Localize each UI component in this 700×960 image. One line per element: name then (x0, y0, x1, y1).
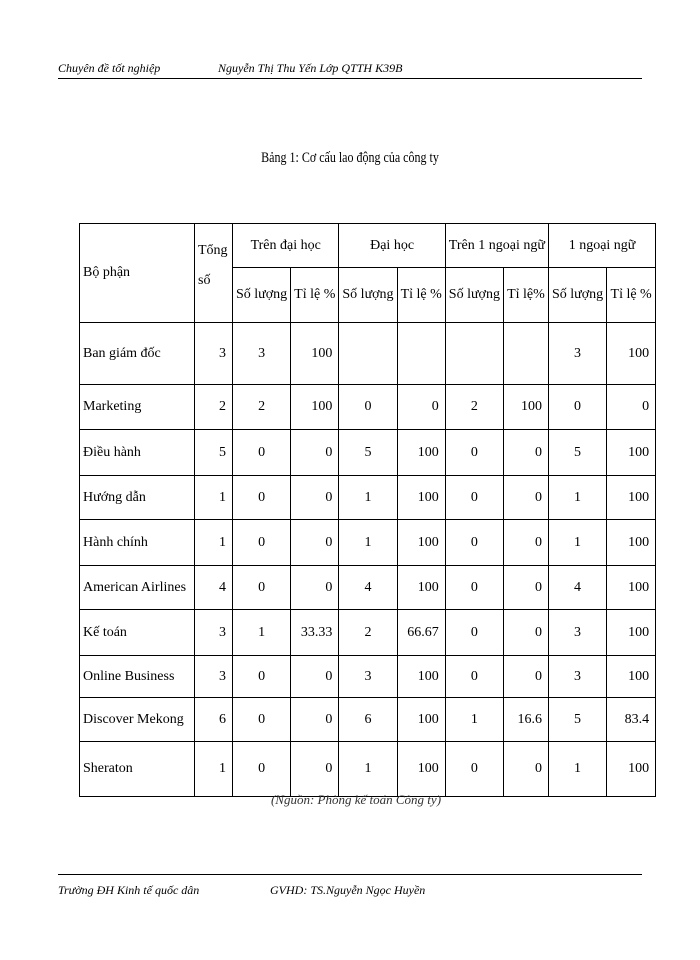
percent-cell: 100 (291, 385, 339, 430)
department-name: Sheraton (80, 742, 195, 797)
percent-cell (503, 323, 548, 385)
header-author: Nguyễn Thị Thu Yến Lớp QTTH K39B (218, 61, 403, 75)
table-row (80, 610, 656, 656)
header-group: Trên đại học (233, 224, 339, 268)
department-name: Ban giám đốc (80, 323, 195, 385)
percent-cell: 0 (291, 476, 339, 520)
quantity-cell (445, 323, 503, 385)
total-count: 1 (195, 476, 233, 520)
subheader-cell: Tỉ lệ % (607, 268, 656, 323)
quantity-cell: 3 (233, 323, 291, 385)
table-title: Bảng 1: Cơ cấu lao động của công ty (261, 150, 439, 166)
table-row (80, 385, 656, 430)
quantity-cell: 5 (339, 430, 397, 476)
percent-cell: 0 (503, 476, 548, 520)
quantity-cell: 0 (339, 385, 397, 430)
quantity-cell: 3 (339, 656, 397, 698)
quantity-cell: 0 (548, 385, 606, 430)
percent-cell: 0 (503, 430, 548, 476)
percent-cell: 0 (503, 520, 548, 566)
percent-cell: 100 (397, 742, 445, 797)
percent-cell: 66.67 (397, 610, 445, 656)
percent-cell: 0 (397, 385, 445, 430)
quantity-cell: 2 (445, 385, 503, 430)
header-total (195, 224, 233, 323)
header-total-line2: số (198, 273, 211, 288)
percent-cell: 100 (607, 656, 656, 698)
quantity-cell: 5 (548, 698, 606, 742)
percent-cell: 100 (397, 566, 445, 610)
quantity-cell: 0 (445, 656, 503, 698)
subheader-cell: Tỉ lệ % (291, 268, 339, 323)
subheader-cell: Tỉ lệ% (503, 268, 548, 323)
quantity-cell: 2 (339, 610, 397, 656)
percent-cell: 100 (607, 610, 656, 656)
quantity-cell: 0 (445, 742, 503, 797)
subheader-cell: Số lượng (233, 268, 291, 323)
percent-cell: 0 (503, 610, 548, 656)
quantity-cell: 1 (548, 520, 606, 566)
quantity-cell: 1 (548, 476, 606, 520)
quantity-cell: 1 (339, 742, 397, 797)
quantity-cell: 3 (548, 656, 606, 698)
header-group: 1 ngoại ngữ (548, 224, 655, 268)
percent-cell: 100 (397, 698, 445, 742)
percent-cell: 0 (291, 520, 339, 566)
department-name: Kế toán (80, 610, 195, 656)
percent-cell: 33.33 (291, 610, 339, 656)
percent-cell: 100 (291, 323, 339, 385)
quantity-cell: 0 (233, 430, 291, 476)
subheader-cell: Số lượng (548, 268, 606, 323)
total-count: 3 (195, 323, 233, 385)
quantity-cell: 3 (548, 610, 606, 656)
total-count: 6 (195, 698, 233, 742)
quantity-cell: 0 (233, 698, 291, 742)
percent-cell: 100 (397, 430, 445, 476)
quantity-cell: 1 (339, 476, 397, 520)
page-header (58, 60, 642, 79)
quantity-cell: 0 (233, 742, 291, 797)
percent-cell: 0 (291, 698, 339, 742)
staff-structure-table (79, 223, 656, 797)
header-group: Trên 1 ngoại ngữ (445, 224, 548, 268)
quantity-cell: 2 (233, 385, 291, 430)
header-total-line1: Tổng (198, 243, 228, 258)
department-name: Marketing (80, 385, 195, 430)
footer-university: Trường ĐH Kinh tế quốc dân (58, 883, 200, 897)
total-count: 2 (195, 385, 233, 430)
quantity-cell: 1 (339, 520, 397, 566)
subheader-cell: Số lượng (445, 268, 503, 323)
footer-supervisor: GVHD: TS.Nguyễn Ngọc Huyền (270, 883, 426, 897)
quantity-cell: 1 (548, 742, 606, 797)
percent-cell: 0 (291, 656, 339, 698)
department-name: Discover Mekong (80, 698, 195, 742)
table-row (80, 430, 656, 476)
quantity-cell: 0 (233, 476, 291, 520)
percent-cell: 83.4 (607, 698, 656, 742)
quantity-cell: 0 (233, 656, 291, 698)
percent-cell (397, 323, 445, 385)
percent-cell: 100 (503, 385, 548, 430)
table-row (80, 520, 656, 566)
quantity-cell: 0 (233, 566, 291, 610)
percent-cell: 100 (607, 476, 656, 520)
total-count: 4 (195, 566, 233, 610)
percent-cell: 0 (503, 742, 548, 797)
header-group: Đại học (339, 224, 445, 268)
quantity-cell: 3 (548, 323, 606, 385)
percent-cell: 16.6 (503, 698, 548, 742)
table-row (80, 476, 656, 520)
header-department: Bộ phận (80, 224, 195, 323)
percent-cell: 0 (503, 566, 548, 610)
quantity-cell (339, 323, 397, 385)
table-row (80, 323, 656, 385)
quantity-cell: 0 (233, 520, 291, 566)
department-name: American Airlines (80, 566, 195, 610)
total-count: 1 (195, 520, 233, 566)
percent-cell: 0 (607, 385, 656, 430)
table-source-note: (Nguồn: Phòng kế toán Công ty) (270, 792, 442, 807)
percent-cell: 100 (607, 323, 656, 385)
quantity-cell: 1 (233, 610, 291, 656)
percent-cell: 0 (291, 566, 339, 610)
percent-cell: 0 (503, 656, 548, 698)
quantity-cell: 4 (548, 566, 606, 610)
percent-cell: 100 (397, 656, 445, 698)
percent-cell: 0 (291, 430, 339, 476)
quantity-cell: 0 (445, 520, 503, 566)
quantity-cell: 0 (445, 476, 503, 520)
quantity-cell: 0 (445, 566, 503, 610)
percent-cell: 100 (607, 430, 656, 476)
percent-cell: 100 (397, 520, 445, 566)
percent-cell: 0 (291, 742, 339, 797)
quantity-cell: 4 (339, 566, 397, 610)
total-count: 3 (195, 610, 233, 656)
header-document-type: Chuyên đề tốt nghiệp (58, 61, 161, 75)
subheader-cell: Tỉ lệ % (397, 268, 445, 323)
table-row (80, 698, 656, 742)
percent-cell: 100 (607, 566, 656, 610)
table-row (80, 566, 656, 610)
quantity-cell: 6 (339, 698, 397, 742)
quantity-cell: 5 (548, 430, 606, 476)
total-count: 5 (195, 430, 233, 476)
department-name: Hành chính (80, 520, 195, 566)
department-name: Điều hành (80, 430, 195, 476)
page-footer (58, 874, 642, 897)
table-row (80, 656, 656, 698)
table-row (80, 742, 656, 797)
total-count: 3 (195, 656, 233, 698)
total-count: 1 (195, 742, 233, 797)
percent-cell: 100 (607, 520, 656, 566)
department-name: Hướng dẫn (80, 476, 195, 520)
percent-cell: 100 (397, 476, 445, 520)
percent-cell: 100 (607, 742, 656, 797)
department-name: Online Business (80, 656, 195, 698)
quantity-cell: 0 (445, 610, 503, 656)
quantity-cell: 0 (445, 430, 503, 476)
quantity-cell: 1 (445, 698, 503, 742)
subheader-cell: Số lượng (339, 268, 397, 323)
